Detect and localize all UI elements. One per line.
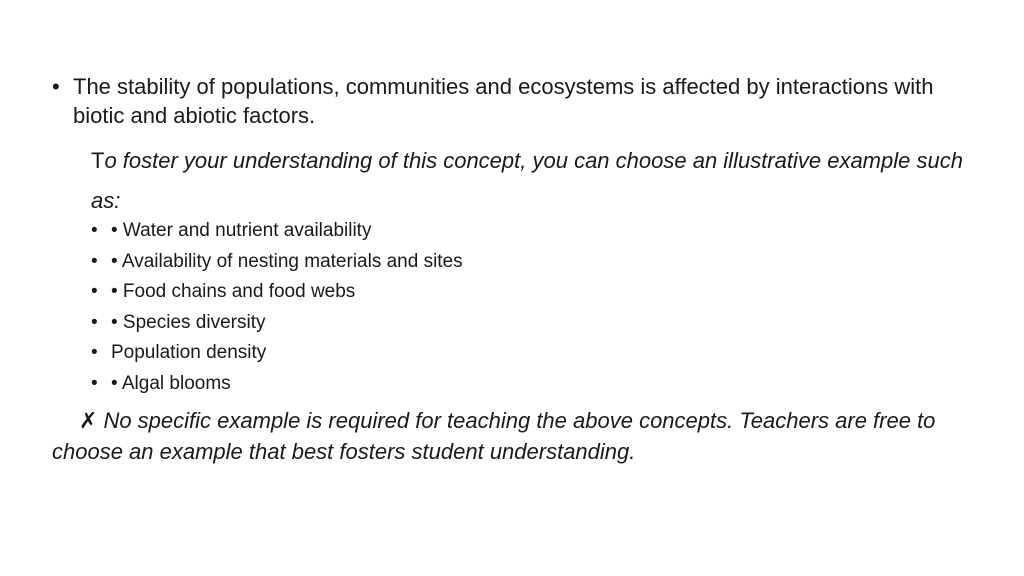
bullet-marker: • — [52, 74, 60, 99]
intro-italic: o foster your understanding of this concept, you can choose an illustrative example such as: — [91, 148, 963, 213]
list-item — [91, 247, 463, 278]
list-item-text: • Species diversity — [111, 311, 266, 333]
bullet-marker: • — [91, 372, 98, 394]
intro-paragraph — [91, 141, 971, 221]
list-item-text: • Availability of nesting materials and sites — [111, 250, 463, 272]
list-item-text: • Food chains and food webs — [111, 281, 356, 303]
note-paragraph — [52, 405, 982, 467]
list-item — [91, 277, 463, 308]
main-bullet-text: The stability of populations, communities and ecosystems is affected by interactions with biotic and abiotic factors. — [73, 74, 934, 128]
list-item — [91, 216, 463, 247]
intro-lead: T — [91, 148, 105, 173]
bullet-marker: • — [91, 250, 98, 272]
cross-icon: ✗ — [79, 408, 98, 433]
bullet-marker: • — [91, 311, 98, 333]
example-list — [91, 216, 463, 400]
bullet-marker: • — [91, 220, 98, 241]
list-item-text: • Algal blooms — [111, 372, 231, 394]
bullet-marker: • — [91, 342, 98, 364]
list-item — [91, 338, 463, 369]
main-bullet — [52, 72, 972, 130]
list-item-text: Population density — [111, 342, 267, 364]
list-item — [91, 369, 463, 400]
bullet-marker: • — [91, 281, 98, 303]
list-item — [91, 308, 463, 339]
note-text: No specific example is required for teaching the above concepts. Teachers are free to choose an example that best fosters student understanding. — [52, 408, 936, 464]
list-item-text: • Water and nutrient availability — [111, 220, 372, 241]
